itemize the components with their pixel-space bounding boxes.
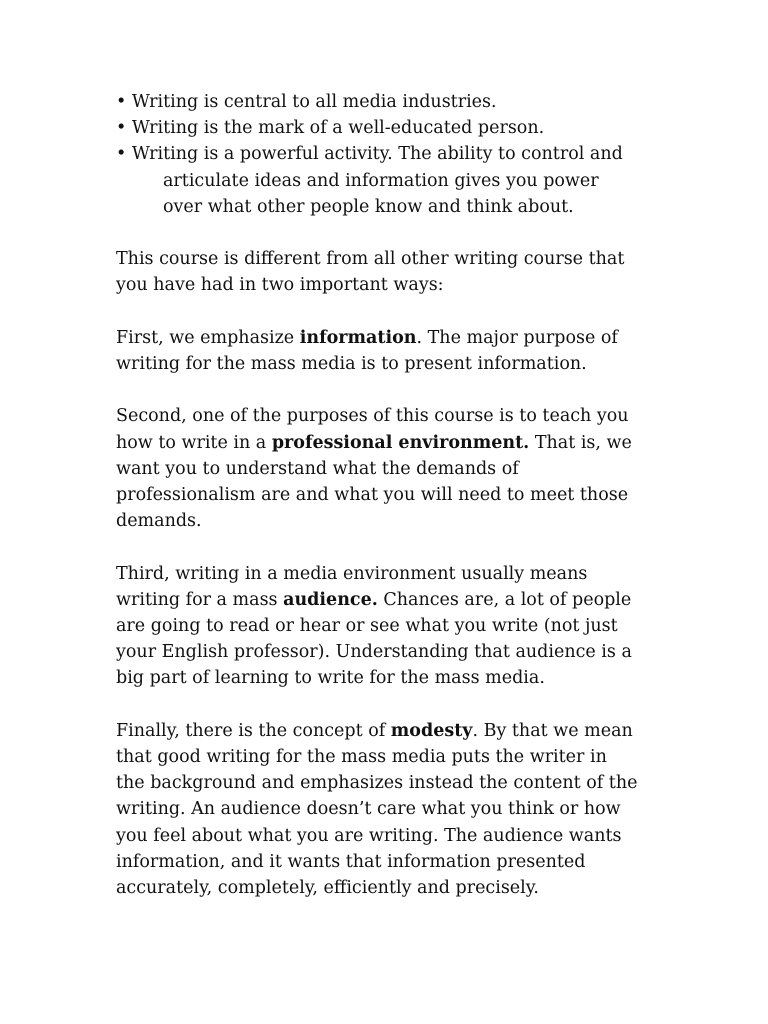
text-line <box>116 430 656 456</box>
third-paragraph <box>116 561 656 692</box>
text-run: Chances are, a lot of people <box>377 589 632 610</box>
text-line: demands. <box>116 511 202 532</box>
document-body <box>116 89 656 901</box>
text-line: you feel about what you are writing. The audience wants <box>116 825 622 846</box>
text-line: writing for the mass media is to present information. <box>116 354 587 374</box>
bullet-marker: • <box>116 92 127 112</box>
text-line: Third, writing in a media environment usually means <box>116 563 588 584</box>
second-paragraph <box>116 403 656 534</box>
list-item <box>116 115 656 141</box>
text-line: your English professor). Understanding that audience is a <box>116 642 632 663</box>
text-run: Finally, there is the concept of <box>116 720 391 741</box>
bullet-line <box>116 144 623 164</box>
first-paragraph <box>116 325 656 377</box>
text-line: that good writing for the mass media puts the writer in <box>116 747 607 767</box>
text-line: you have had in two important ways: <box>116 275 444 296</box>
emphasis-professional-environment: professional environment. <box>271 432 530 453</box>
bullet-marker: • <box>116 144 127 165</box>
finally-paragraph <box>116 718 656 901</box>
text-line <box>116 718 656 744</box>
text-line: information, and it wants that information presented <box>116 851 586 872</box>
bullet-continuation: articulate ideas and information gives you power <box>163 170 599 191</box>
text-line: are going to read or hear or see what you write (not just <box>116 616 618 636</box>
text-run: writing for a mass <box>116 589 284 610</box>
text-run: . The major purpose of <box>416 327 618 348</box>
list-item <box>116 89 656 115</box>
bullet-text: Writing is a powerful activity. The ability to control and <box>131 144 623 165</box>
text-line <box>116 325 656 351</box>
bullet-continuation: over what other people know and think about. <box>163 196 574 217</box>
text-line <box>116 587 656 613</box>
bullet-marker: • <box>116 118 127 139</box>
bullet-line <box>116 118 544 138</box>
emphasis-modesty: modesty <box>390 720 473 741</box>
text-run: . By that we mean <box>472 720 633 741</box>
bullet-text: Writing is central to all media industries. <box>131 92 497 112</box>
list-item <box>116 141 656 220</box>
bullet-line <box>116 92 497 112</box>
intro-paragraph <box>116 246 656 298</box>
emphasis-audience: audience. <box>283 589 378 610</box>
bullet-text: Writing is the mark of a well-educated person. <box>131 118 545 139</box>
text-line: big part of learning to write for the mass media. <box>116 668 545 689</box>
text-run: First, we emphasize <box>116 327 300 348</box>
bullet-list <box>116 89 656 220</box>
text-run: That is, we <box>529 432 632 453</box>
text-line: writing. An audience doesn’t care what you think or how <box>116 799 621 820</box>
emphasis-information: information <box>299 327 417 348</box>
text-line: This course is different from all other writing course that <box>116 249 625 270</box>
text-line: want you to understand what the demands of <box>116 458 519 479</box>
text-line: professionalism are and what you will need to meet those <box>116 485 629 505</box>
text-line: Second, one of the purposes of this course is to teach you <box>116 406 629 427</box>
text-run: how to write in a <box>116 432 272 453</box>
text-line: accurately, completely, efficiently and precisely. <box>116 878 539 899</box>
text-line: the background and emphasizes instead the content of the <box>116 773 638 794</box>
